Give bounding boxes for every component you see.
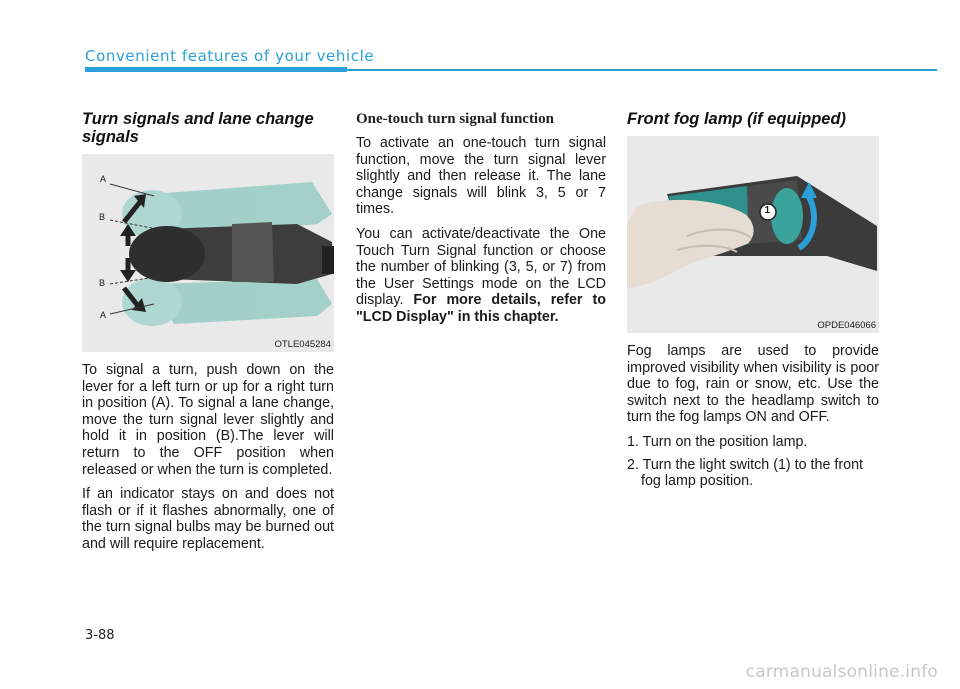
heading-turn-signals: Turn signals and lane change signals — [82, 110, 314, 146]
label-a-top: A — [100, 174, 107, 184]
label-a-bottom: A — [100, 310, 107, 320]
label-b-bottom: B — [99, 278, 106, 288]
figure-code: OTLE045284 — [274, 339, 331, 350]
fog-lamp-switch-figure — [627, 136, 879, 333]
heading-one-touch: One-touch turn signal function — [356, 111, 554, 127]
watermark: carmanualsonline.info — [745, 662, 938, 682]
paragraph-indicator-warning: If an indicator stays on and does not flash or if it flashes abnormally, one of the turn signal bulbs may be burned out and will require replacement. — [82, 486, 334, 552]
section-header-title: Convenient features of your vehicle — [85, 47, 375, 65]
column-turn-signals — [82, 110, 334, 561]
paragraph-one-touch-settings — [356, 226, 606, 326]
heading-fog-lamp: Front fog lamp (if equipped) — [627, 110, 847, 128]
paragraph-one-touch-activate: To activate an one-touch turn signal function, move the turn signal lever slightly and then release it. The lane change signals will blink 3, 5 or 7 times. — [356, 135, 606, 218]
fog-lamp-switch-illustration — [627, 136, 879, 333]
column-one-touch — [356, 110, 606, 334]
header-rule-thin — [347, 69, 937, 71]
step-1: 1. Turn on the position lamp. — [627, 433, 808, 450]
step-2: 2. Turn the light switch (1) to the front fog lamp position. — [627, 456, 864, 490]
paragraph-fog-lamps: Fog lamps are used to provide improved visibility when visibility is poor due to fog, rain or snow, etc. Use the switch next to the headlamp switch to turn the fog lamps ON and OFF. — [627, 343, 879, 426]
figure-code: OPDE046066 — [817, 320, 876, 331]
label-b-top: B — [99, 212, 106, 222]
fog-lamp-steps — [627, 434, 879, 490]
paragraph-turn-signal-usage: To signal a turn, push down on the lever for a left turn or up for a right turn in position (A). To signal a lane change, move the turn signal lever slightly and hold it in position (B).The lever will return to the OFF position when released or when the turn is completed. — [82, 362, 334, 478]
settings-text: You can activate/deactivate the One Touch Turn Signal function or choose the number of blinking (3, 5, or 7) from the User Settings mode on the LCD display. — [356, 225, 606, 309]
turn-signal-lever-illustration — [82, 154, 334, 352]
callout-1: 1 — [764, 205, 771, 216]
turn-signal-lever-figure — [82, 154, 334, 352]
column-fog-lamp — [627, 110, 879, 496]
header-rule-thick — [85, 67, 347, 72]
page-number: 3-88 — [85, 628, 115, 643]
settings-reference: For more details, refer to "LCD Display" in this chapter. — [356, 292, 606, 325]
